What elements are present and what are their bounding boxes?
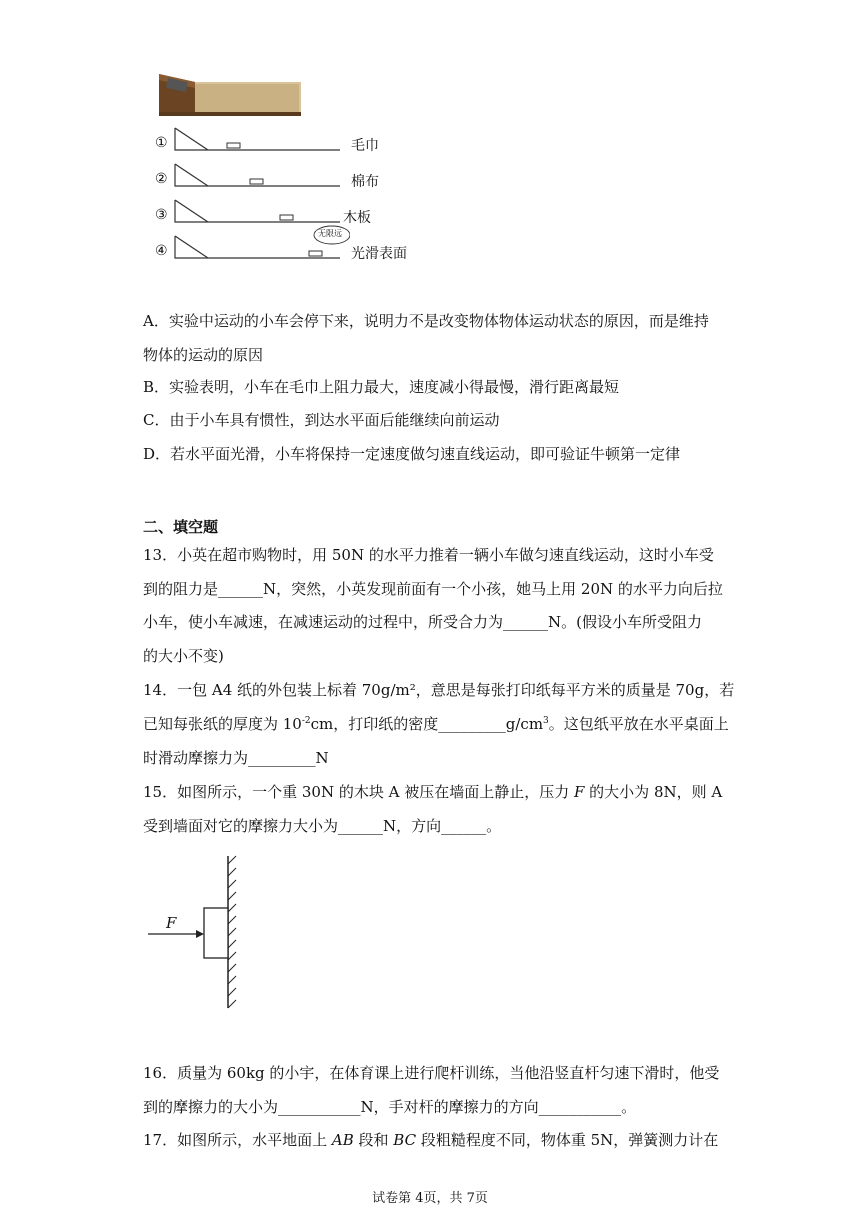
option-d: D．若水平面光滑，小车将保持一定速度做匀速直线运动，即可验证牛顿第一定律 <box>143 445 681 463</box>
option-c: C．由于小车具有惯性，到达水平面后能继续向前运动 <box>143 411 500 429</box>
surface-number-3: ③ <box>155 207 168 223</box>
q14-line2-pre: 已知每张纸的厚度为 10 <box>143 715 302 733</box>
q14-exponent-2: 3 <box>543 716 549 726</box>
q17-line1-post: 段粗糙程度不同，物体重 5N，弹簧测力计在 <box>416 1131 719 1149</box>
q13-line4: 的大小不变) <box>143 647 224 665</box>
q16-line2: 到的摩擦力的大小为___________N，手对杆的摩擦力的方向___________。 <box>143 1098 637 1116</box>
q13-line2: 到的阻力是______N，突然，小英发现前面有一个小孩，她马上用 20N 的水平力向后拉 <box>143 580 723 598</box>
q17-bc: BC <box>393 1131 417 1149</box>
q15-line2: 受到墙面对它的摩擦力大小为______N，方向______。 <box>143 817 502 835</box>
q14-line2 <box>143 713 729 735</box>
q14-line3: 时滑动摩擦力为_________N <box>143 749 329 767</box>
surface-label-wood: 木板 <box>343 210 371 226</box>
option-a-line2: 物体的运动的原因 <box>143 346 264 364</box>
wall-diagram <box>140 850 250 1015</box>
surface-label-cotton: 棉布 <box>351 174 379 190</box>
q15-line1 <box>143 781 722 803</box>
q14-line1: 14．一包 A4 纸的外包装上标着 70g/m²，意思是每张打印纸每平方米的质量是 70g，若 <box>143 681 735 699</box>
q17-line1 <box>143 1129 718 1151</box>
q15-line1-post: 的大小为 8N，则 A <box>584 783 723 801</box>
bubble-text: 无限远 <box>318 229 342 238</box>
surface-number-1: ① <box>155 135 168 151</box>
q15-line1-pre: 15．如图所示，一个重 30N 的木块 A 被压在墙面上静止，压力 <box>143 783 574 801</box>
q14-line2-post: 。这包纸平放在水平桌面上 <box>548 715 729 733</box>
q14-exponent: -2 <box>301 716 311 726</box>
surface-label-towel: 毛巾 <box>351 138 379 154</box>
q13-line1: 13．小英在超市购物时，用 50N 的水平力推着一辆小车做匀速直线运动，这时小车受 <box>143 546 714 564</box>
q17-line1-pre: 17．如图所示，水平地面上 <box>143 1131 332 1149</box>
q17-line1-mid: 段和 <box>353 1131 394 1149</box>
section-title: 二、填空题 <box>143 518 219 536</box>
q17-ab: AB <box>331 1131 354 1149</box>
ramp-photo-illustration <box>155 66 305 118</box>
option-b: B．实验表明，小车在毛巾上阻力最大，速度减小得最慢，滑行距离最短 <box>143 378 620 396</box>
page-footer: 试卷第 4页，共 7页 <box>372 1191 488 1206</box>
q16-line1: 16．质量为 60kg 的小宇，在体育课上进行爬杆训练，当他沿竖直杆匀速下滑时，他受 <box>143 1064 720 1082</box>
surface-number-4: ④ <box>155 243 168 259</box>
force-label: F <box>166 914 177 932</box>
q15-force-symbol: F <box>573 783 585 801</box>
option-a-line1: A．实验中运动的小车会停下来，说明力不是改变物体物体运动状态的原因，而是维持 <box>143 312 709 330</box>
q14-line2-mid: cm，打印纸的密度_________g/cm <box>310 715 544 733</box>
q13-line3: 小车，使小车减速，在减速运动的过程中，所受合力为______N。(假设小车所受阻力 <box>143 613 702 631</box>
surfaces-diagram <box>150 122 350 267</box>
surface-number-2: ② <box>155 171 168 187</box>
surface-label-smooth: 光滑表面 <box>351 246 407 262</box>
